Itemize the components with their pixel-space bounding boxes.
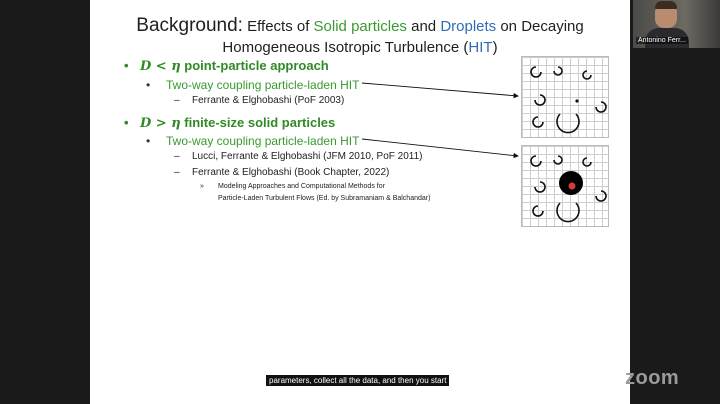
title-droplets: Droplets (440, 18, 497, 35)
section-heading: point-particle approach (180, 58, 329, 73)
reference-text: Ferrante & Elghobashi (Book Chapter, 2022) (192, 167, 390, 178)
participant-hair (655, 1, 677, 9)
dash: – (174, 95, 180, 106)
bullet: • (146, 134, 151, 148)
math-d-greater-eta: D > η (140, 116, 181, 131)
arrow-to-grid-2 (362, 139, 518, 156)
reference-text: Ferrante & Elghobashi (PoF 2003) (192, 95, 345, 106)
title-text: on Decaying (496, 18, 584, 35)
section-heading: finite-size solid particles (180, 115, 336, 130)
bullet: • (124, 58, 129, 73)
title-text: and (406, 18, 441, 35)
bullet: • (124, 115, 129, 130)
participant-video-tile[interactable] (633, 0, 720, 48)
title-lead: Background: (136, 15, 243, 36)
live-caption: parameters, collect all the data, and then you start (266, 375, 449, 386)
reference-text: Lucci, Ferrante & Elghobashi (JFM 2010, PoF 2011) (192, 151, 423, 162)
title-text: ) (492, 39, 498, 56)
dash: – (174, 151, 180, 162)
arrow-to-grid-1 (362, 83, 518, 96)
math-d-less-eta: D < η (140, 59, 181, 74)
participant-name: Antonino Ferr... (638, 37, 686, 44)
title-hit: HIT (468, 39, 493, 56)
title-text: Homogeneous Isotropic Turbulence ( (222, 39, 469, 56)
bullet: • (146, 78, 151, 92)
connector-arrows (90, 0, 630, 404)
subpoint-text: Two-way coupling particle-laden HIT (166, 78, 360, 92)
sub-reference-text: Particle-Laden Turbulent Flows (Ed. by Subramaniam & Balchandar) (218, 195, 431, 202)
title-solid-particles: Solid particles (313, 18, 407, 35)
sub-reference-text: Modeling Approaches and Computational Methods for (218, 183, 385, 190)
title-text: Effects of (242, 18, 314, 35)
presentation-slide (90, 0, 630, 404)
dash: – (174, 167, 180, 178)
subpoint-text: Two-way coupling particle-laden HIT (166, 134, 360, 148)
chevron-bullet: » (200, 183, 204, 190)
zoom-watermark: zoom (625, 367, 680, 389)
